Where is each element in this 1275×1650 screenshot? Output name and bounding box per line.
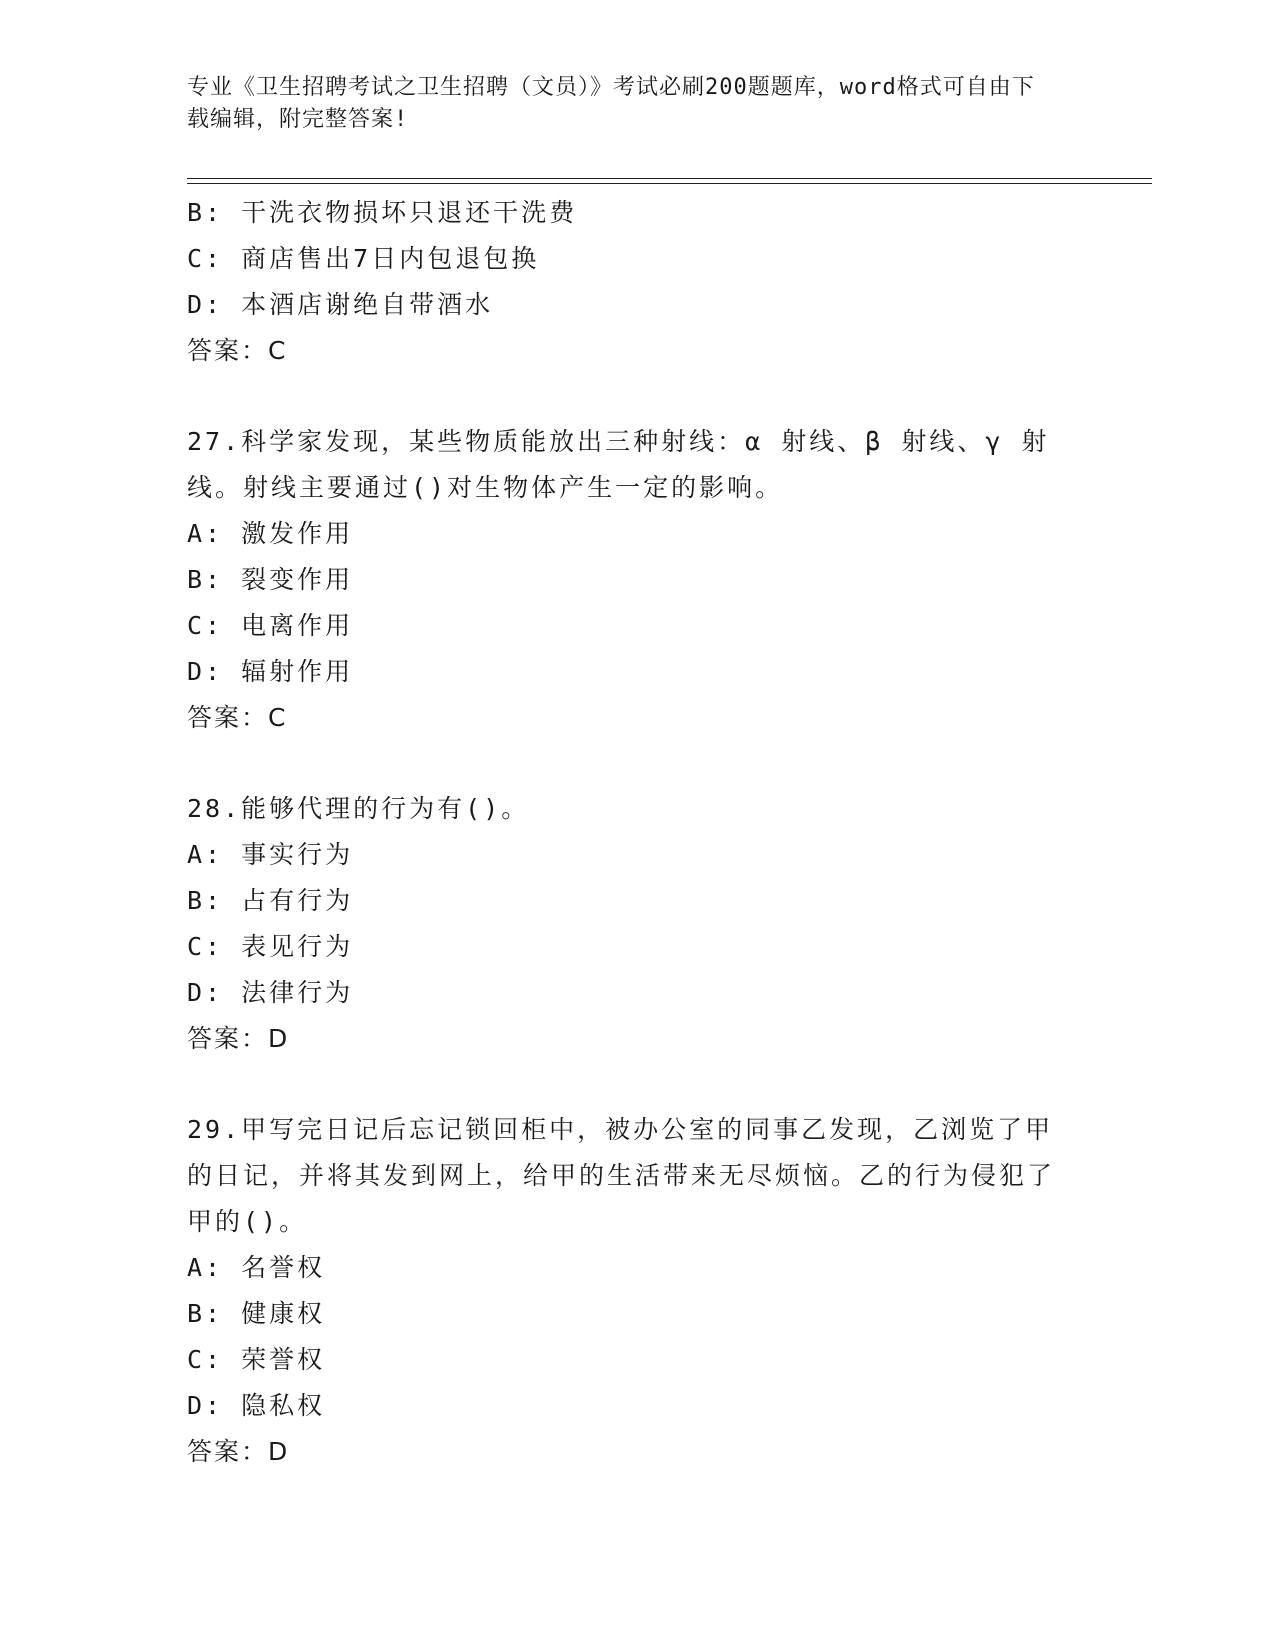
question-stem: 28.能够代理的行为有()。 xyxy=(187,794,530,823)
option-d: D: 本酒店谢绝自带酒水 xyxy=(187,290,494,319)
document-header: 专业《卫生招聘考试之卫生招聘（文员）》考试必刷200题题库，word格式可自由下载编辑，附完整答案! xyxy=(187,75,1035,132)
option-a: A: 激发作用 xyxy=(187,519,354,548)
header-divider-top xyxy=(187,178,1152,179)
question-list xyxy=(187,190,1067,1475)
option-c: C: 表见行为 xyxy=(187,932,354,961)
question-stem: 27.科学家发现，某些物质能放出三种射线：α 射线、β 射线、γ 射线。射线主要通过()对生物体产生一定的影响。 xyxy=(187,427,1050,502)
answer-line: 答案：D xyxy=(187,1437,290,1466)
question-block-26-continued xyxy=(187,190,1067,374)
option-a: A: 名誉权 xyxy=(187,1253,326,1282)
option-b: B: 占有行为 xyxy=(187,886,354,915)
option-c: C: 商店售出7日内包退包换 xyxy=(187,244,540,273)
question-block-29 xyxy=(187,1107,1067,1475)
header-divider-bottom xyxy=(187,183,1152,184)
answer-line: 答案：D xyxy=(187,1024,290,1053)
answer-line: 答案：C xyxy=(187,336,288,365)
answer-line: 答案：C xyxy=(187,703,288,732)
option-a: A: 事实行为 xyxy=(187,840,354,869)
question-block-27 xyxy=(187,419,1067,741)
option-c: C: 电离作用 xyxy=(187,611,354,640)
option-d: D: 法律行为 xyxy=(187,978,354,1007)
question-stem: 29.甲写完日记后忘记锁回柜中，被办公室的同事乙发现，乙浏览了甲的日记，并将其发到网上，给甲的生活带来无尽烦恼。乙的行为侵犯了甲的()。 xyxy=(187,1115,1056,1236)
option-b: B: 裂变作用 xyxy=(187,565,354,594)
option-d: D: 辐射作用 xyxy=(187,657,354,686)
option-c: C: 荣誉权 xyxy=(187,1345,326,1374)
option-d: D: 隐私权 xyxy=(187,1391,326,1420)
question-block-28 xyxy=(187,786,1067,1062)
option-b: B: 健康权 xyxy=(187,1299,326,1328)
option-b: B: 干洗衣物损坏只退还干洗费 xyxy=(187,198,578,227)
